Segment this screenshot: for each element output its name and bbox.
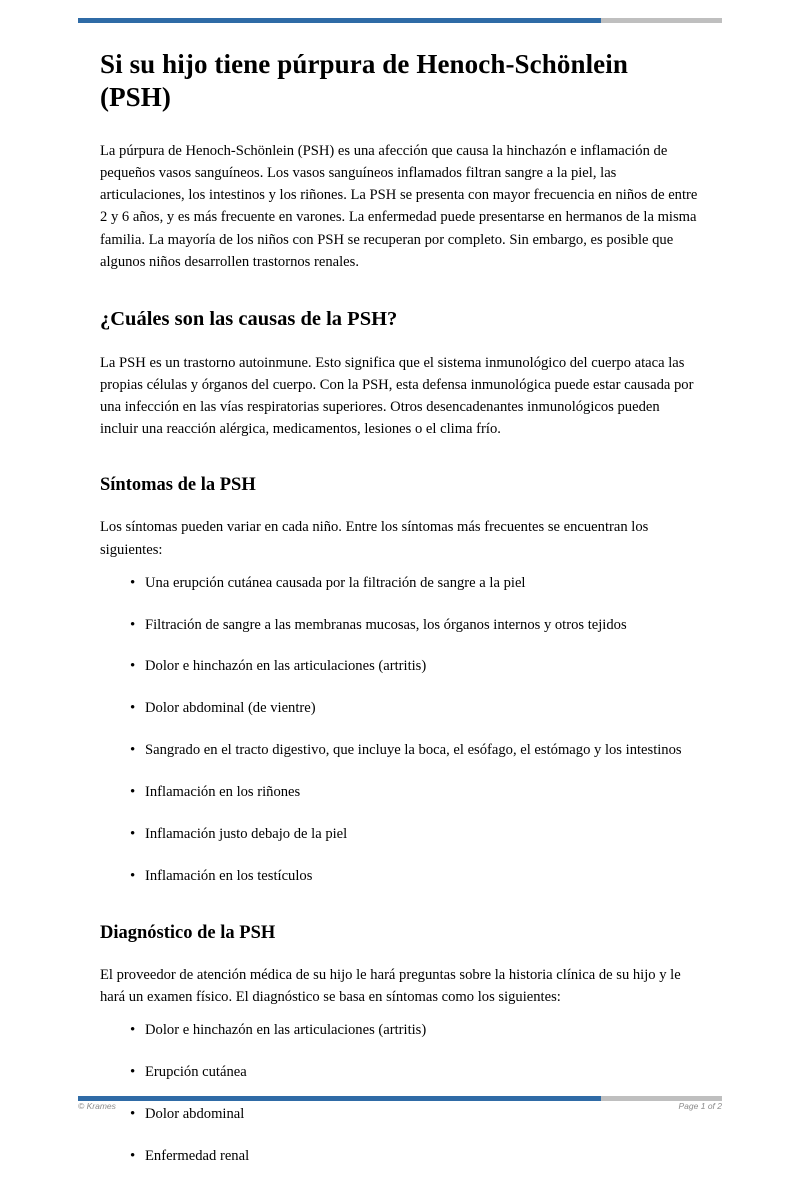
page-footer [78,1101,722,1111]
list-item: • Enfermedad renal [130,1146,700,1168]
heading-symptoms: Síntomas de la PSH [100,475,256,496]
diagnosis-list [100,1020,700,1168]
list-item: • Dolor e hinchazón en las articulaciones (artritis) [130,1020,700,1042]
list-item: • Inflamación en los riñones [130,782,700,804]
page-title: Si su hijo tiene púrpura de Henoch-Schönlein (PSH) [100,49,628,112]
list-item: • Inflamación justo debajo de la piel [130,824,700,846]
heading-diagnosis: Diagnóstico de la PSH [100,922,276,943]
list-item: • Una erupción cutánea causada por la filtración de sangre a la piel [130,573,700,595]
footer-copyright: © Krames [78,1101,116,1111]
list-item: • Filtración de sangre a las membranas mucosas, los órganos internos y otros tejidos [130,615,700,637]
symptoms-list [100,573,700,888]
list-item: • Erupción cutánea [130,1062,700,1084]
list-item: • Dolor abdominal (de vientre) [130,698,700,720]
list-item: • Dolor e hinchazón en las articulaciones (artritis) [130,656,700,678]
heading-causes: ¿Cuáles son las causas de la PSH? [100,307,398,330]
document-content [100,48,700,1178]
list-item: • Inflamación en los testículos [130,866,700,888]
paragraph-causes: La PSH es un trastorno autoinmune. Esto significa que el sistema inmunológico del cuerpo ataca las propias células y órganos del cuerpo. Con la PSH, esta defensa inmunológica puede estar causada por una infección en las vías respiratorias superiores. Otros desencadenantes inmunológicos pueden incluir una reacción alérgica, medicamentos, lesiones o el clima frío. [100,354,694,438]
footer-page-indicator: Page 1 of 2 [678,1101,722,1111]
header-rule-blue-segment [78,18,601,23]
paragraph-diagnosis: El proveedor de atención médica de su hijo le hará preguntas sobre la historia clínica de su hijo y le hará un examen físico. El diagnóstico se basa en síntomas como los siguientes: [100,966,681,1006]
list-item: • Sangrado en el tracto digestivo, que incluye la boca, el esófago, el estómago y los intestinos [130,740,700,762]
list-item: • Dolor abdominal [130,1104,700,1126]
header-rule-gray-segment [601,18,722,23]
intro-paragraph: La púrpura de Henoch-Schönlein (PSH) es una afección que causa la hinchazón e inflamación de pequeños vasos sanguíneos. Los vasos sanguíneos inflamados filtran sangre a la piel, las articulaciones, los intestinos y los riñones. La PSH se presenta con mayor frecuencia en niños de entre 2 y 6 años, y es más frecuente en varones. La enfermedad puede presentarse en hermanos de la misma familia. La mayoría de los niños con PSH se recuperan por completo. Sin embargo, es posible que algunos niños desarrollen trastornos renales. [100,142,698,270]
header-rule [78,18,722,23]
paragraph-symptoms: Los síntomas pueden variar en cada niño. Entre los síntomas más frecuentes se encuentran los siguientes: [100,519,649,558]
